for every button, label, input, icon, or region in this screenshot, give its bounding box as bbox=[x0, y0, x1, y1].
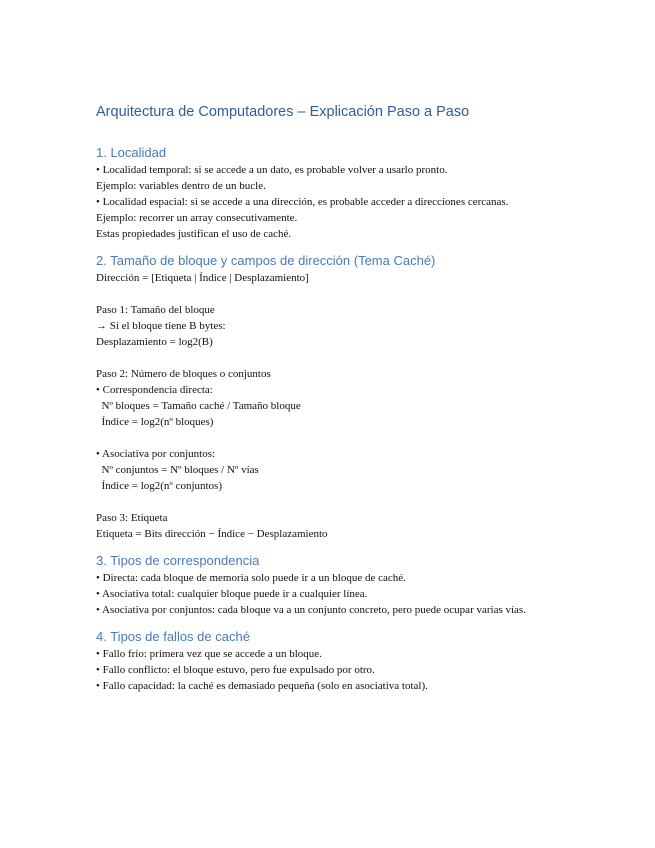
paragraph-line: Dirección = [Etiqueta | Índice | Desplazamiento] bbox=[96, 272, 309, 284]
blank-line bbox=[96, 286, 566, 302]
paragraph-line: Ejemplo: variables dentro de un bucle. bbox=[96, 180, 266, 192]
paragraph-line: Paso 1: Tamaño del bloque bbox=[96, 304, 215, 316]
section-tamano-bloque bbox=[96, 252, 566, 542]
section-heading: 3. Tipos de correspondencia bbox=[96, 553, 260, 568]
section-tipos-correspondencia bbox=[96, 552, 566, 618]
paragraph-line: • Asociativa total: cualquier bloque puede ir a cualquier línea. bbox=[96, 588, 368, 600]
section-heading: 4. Tipos de fallos de caché bbox=[96, 629, 250, 644]
section-tipos-fallos bbox=[96, 628, 566, 694]
paragraph-line: Índice = log2(nº conjuntos) bbox=[96, 480, 223, 492]
document-body bbox=[96, 100, 566, 704]
document-title: Arquitectura de Computadores – Explicación Paso a Paso bbox=[96, 104, 470, 120]
blank-line bbox=[96, 430, 566, 446]
section-localidad bbox=[96, 144, 566, 242]
paragraph-line: • Fallo conflicto: el bloque estuvo, pero fue expulsado por otro. bbox=[96, 664, 375, 676]
paragraph-line: Desplazamiento = log2(B) bbox=[96, 336, 213, 348]
paragraph-line: Ejemplo: recorrer un array consecutivamente. bbox=[96, 212, 298, 224]
paragraph-line: Paso 2: Número de bloques o conjuntos bbox=[96, 368, 271, 380]
paragraph-line: • Fallo capacidad: la caché es demasiado pequeña (solo en asociativa total). bbox=[96, 680, 428, 692]
paragraph-line: • Asociativa por conjuntos: bbox=[96, 448, 216, 460]
paragraph-line: Estas propiedades justifican el uso de caché. bbox=[96, 228, 292, 240]
paragraph-line: Etiqueta = Bits dirección − Índice − Desplazamiento bbox=[96, 528, 328, 540]
paragraph-line: Nº bloques = Tamaño caché / Tamaño bloque bbox=[96, 400, 301, 412]
paragraph-line: • Localidad espacial: si se accede a una dirección, es probable acceder a direcciones cercanas. bbox=[96, 196, 509, 208]
paragraph-line: • Directa: cada bloque de memoria solo puede ir a un bloque de caché. bbox=[96, 572, 406, 584]
paragraph-line: → Si el bloque tiene B bytes: bbox=[96, 320, 226, 332]
paragraph-line: • Localidad temporal: si se accede a un dato, es probable volver a usarlo pronto. bbox=[96, 164, 448, 176]
section-heading: 1. Localidad bbox=[96, 145, 167, 160]
paragraph-line: Nº conjuntos = Nº bloques / Nº vías bbox=[96, 464, 259, 476]
blank-line bbox=[96, 350, 566, 366]
paragraph-line: • Asociativa por conjuntos: cada bloque va a un conjunto concreto, pero puede ocupar varias vías. bbox=[96, 604, 526, 616]
section-heading: 2. Tamaño de bloque y campos de dirección (Tema Caché) bbox=[96, 253, 436, 268]
paragraph-line: Paso 3: Etiqueta bbox=[96, 512, 168, 524]
paragraph-line: Índice = log2(nº bloques) bbox=[96, 416, 214, 428]
paragraph-line: • Fallo frío: primera vez que se accede a un bloque. bbox=[96, 648, 322, 660]
paragraph-line: • Correspondencia directa: bbox=[96, 384, 213, 396]
blank-line bbox=[96, 494, 566, 510]
